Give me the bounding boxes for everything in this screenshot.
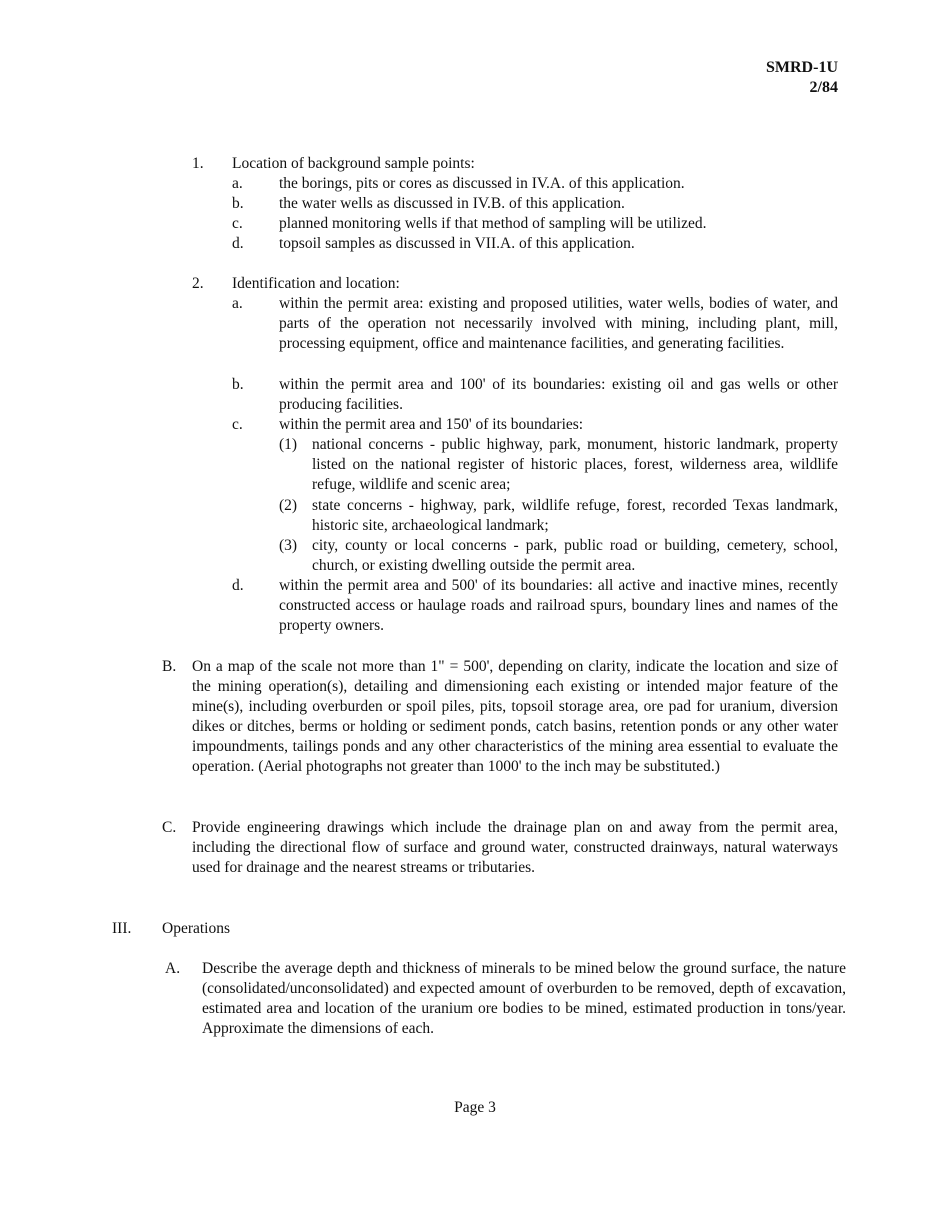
section-b-label: B. (162, 658, 177, 675)
list2-d-label: d. (232, 577, 244, 594)
list2-c-sub-label: (1) (279, 436, 298, 453)
list2-number: 2. (192, 275, 204, 292)
section-iii-a-label: A. (165, 960, 181, 977)
list2-c-sub-text: city, county or local concerns - park, public road or building, cemetery, school, church, or existing dwelling outside the permit area. (312, 537, 838, 574)
list1-number: 1. (192, 155, 204, 172)
list1-item-text: topsoil samples as discussed in VII.A. of this application. (279, 235, 635, 252)
list2-a-text: within the permit area: existing and proposed utilities, water wells, bodies of water, and parts of the operation not necessarily involved with mining, including plant, mill, processing equipment, office and maintenance facilities, and generating facilities. (279, 295, 838, 352)
page-number: Page 3 (454, 1099, 496, 1116)
list2-b-label: b. (232, 376, 244, 393)
section-c-label: C. (162, 819, 177, 836)
section-b-text: On a map of the scale not more than 1" = 500', depending on clarity, indicate the location and size of the mining operation(s), detailing and dimensioning each existing or intended major feature of the mine(s), including overburden or spoil piles, pits, topsoil storage area, ore pad for uranium, diversion dikes or ditches, berms or holding or sediment ponds, catch basins, retention ponds or any other water impoundments, tailings ponds and any other characteristics of the mining area essential to evaluate the operation. (Aerial photographs not greater than 1000' to the inch may be substituted.) (192, 658, 838, 775)
list2-c-text: within the permit area and 150' of its boundaries: (279, 416, 584, 433)
section-c-text: Provide engineering drawings which include the drainage plan on and away from the permit area, including the directional flow of surface and ground water, constructed drainways, natural waterways used for drainage and the nearest streams or tributaries. (192, 819, 838, 876)
section-iii-a-text: Describe the average depth and thickness of minerals to be mined below the ground surface, the nature (consolidated/unconsolidated) and expected amount of overburden to be removed, depth of excavation, estimated area and location of the uranium ore bodies to be mined, estimated production in tons/year. Approximate the dimensions of each. (202, 960, 846, 1037)
form-id: SMRD-1U (766, 59, 838, 76)
list1-item-label: d. (232, 235, 244, 252)
list2-d-text: within the permit area and 500' of its boundaries: all active and inactive mines, recently constructed access or haulage roads and railroad spurs, boundary lines and names of the property owners. (279, 577, 838, 634)
section-iii-title: Operations (162, 920, 231, 937)
list2-title: Identification and location: (232, 275, 400, 292)
list1-item-label: b. (232, 195, 244, 212)
list2-c-sub-label: (3) (279, 537, 298, 554)
list1-item-text: planned monitoring wells if that method of sampling will be utilized. (279, 215, 707, 232)
list1-item-label: a. (232, 175, 243, 192)
list2-a-label: a. (232, 295, 243, 312)
list1-title: Location of background sample points: (232, 155, 475, 172)
form-date: 2/84 (809, 79, 838, 96)
list2-c-sub-label: (2) (279, 497, 298, 514)
list1-item-label: c. (232, 215, 243, 232)
list2-b-text: within the permit area and 100' of its boundaries: existing oil and gas wells or other producing facilities. (279, 376, 838, 413)
list1-item-text: the water wells as discussed in IV.B. of this application. (279, 195, 625, 212)
list1-item-text: the borings, pits or cores as discussed in IV.A. of this application. (279, 175, 685, 192)
list2-c-sub-text: national concerns - public highway, park, monument, historic landmark, property listed on the national register of historic places, forest, wilderness area, wildlife refuge, wildlife and scenic area; (312, 436, 838, 493)
list2-c-label: c. (232, 416, 243, 433)
list2-c-sub-text: state concerns - highway, park, wildlife refuge, forest, recorded Texas landmark, historic site, archaeological landmark; (312, 497, 838, 534)
section-iii-label: III. (112, 920, 132, 937)
